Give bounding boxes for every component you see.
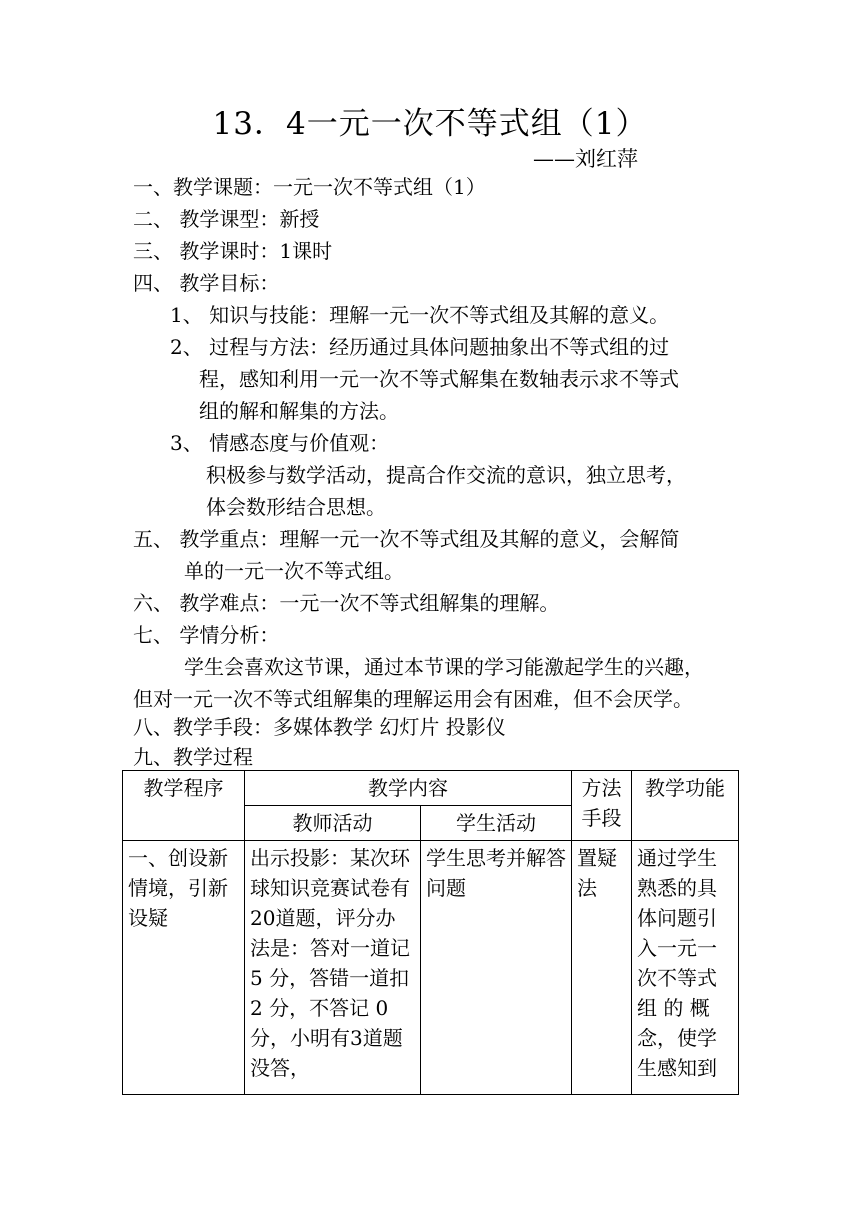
cell-function: 通过学生熟悉的具体问题引入一元一次不等式组 的 概念，使学生感知到 xyxy=(632,841,739,1095)
objective-3-line-1: 积极参与数学活动，提高合作交流的意识，独立思考， xyxy=(206,463,686,487)
objective-2-line-3: 组的解和解集的方法。 xyxy=(199,399,399,423)
analysis-line-1: 学生会喜欢这节课，通过本节课的学习能激起学生的兴趣， xyxy=(184,655,704,679)
header-student-activity: 学生活动 xyxy=(421,806,572,841)
cell-student-activity: 学生思考并解答问题 xyxy=(421,841,572,1095)
lesson-type: 二、 教学课型：新授 xyxy=(133,207,320,231)
cell-teacher-activity: 出示投影：某次环球知识竞赛试卷有20道题，评分办法是：答对一道记 5 分，答错一道扣 2 分，不答记 0 分，小明有3道题没答， xyxy=(245,841,421,1095)
teaching-means: 八、教学手段：多媒体教学 幻灯片 投影仪 xyxy=(133,715,506,739)
header-procedure: 教学程序 xyxy=(123,771,245,841)
objectives-heading: 四、 教学目标： xyxy=(133,271,280,295)
header-function: 教学功能 xyxy=(632,771,739,841)
process-table xyxy=(122,770,739,1095)
process-heading: 九、教学过程 xyxy=(133,745,253,769)
objective-2-line-1: 2、 过程与方法：经历通过具体问题抽象出不等式组的过 xyxy=(170,335,670,359)
cell-method: 置疑法 xyxy=(572,841,632,1095)
key-points-line-1: 五、 教学重点：理解一元一次不等式组及其解的意义，会解简 xyxy=(133,527,680,551)
objective-3-line-2: 体会数形结合思想。 xyxy=(206,495,386,519)
lesson-topic: 一、教学课题：一元一次不等式组（1） xyxy=(133,175,486,199)
difficult-points: 六、 教学难点：一元一次不等式组解集的理解。 xyxy=(133,591,560,615)
objective-3: 3、 情感态度与价值观： xyxy=(170,431,390,455)
header-content: 教学内容 xyxy=(245,771,572,806)
analysis-heading: 七、 学情分析： xyxy=(133,623,280,647)
cell-procedure: 一、创设新情境，引新设疑 xyxy=(123,841,245,1095)
analysis-line-2: 但对一元一次不等式组解集的理解运用会有困难，但不会厌学。 xyxy=(133,687,693,711)
key-points-line-2: 单的一元一次不等式组。 xyxy=(184,559,404,583)
document-title: 13．4一元一次不等式组（1） xyxy=(212,106,648,142)
lesson-hours: 三、 教学课时：1课时 xyxy=(133,239,333,263)
objective-2-line-2: 程，感知利用一元一次不等式解集在数轴表示求不等式 xyxy=(199,367,679,391)
header-teacher-activity: 教师活动 xyxy=(245,806,421,841)
table-row xyxy=(123,841,739,1095)
author-name: ——刘红萍 xyxy=(533,147,638,171)
objective-1: 1、 知识与技能：理解一元一次不等式组及其解的意义。 xyxy=(170,303,670,327)
header-method: 方法手段 xyxy=(572,771,632,841)
